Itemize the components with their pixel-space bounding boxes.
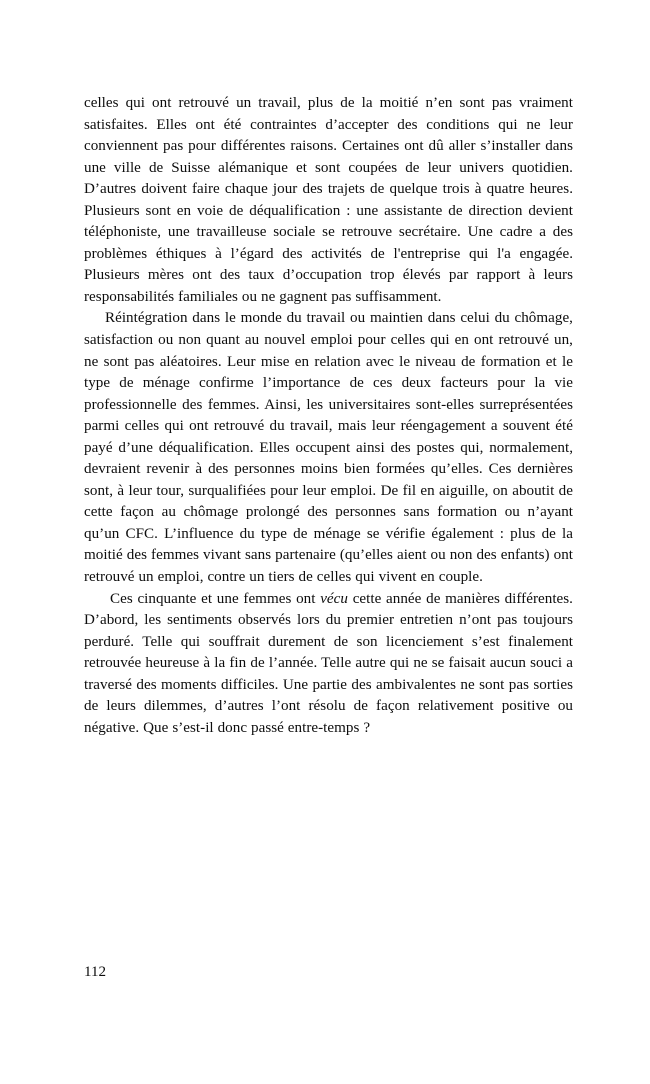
page-number: 112 — [84, 964, 107, 980]
paragraph-3-segment-tail: cette année de manières différentes. D’abord, les sentiments observés lors du premier entretien n’ont pas toujours perduré. Telle qui souffrait durement de son licenciement s’est finalement retrouvée heureuse à la fin de l’année. Telle autre qui ne se faisait aucun souci a traversé des moments difficiles. Une partie des ambivalentes ne sont pas sorties de leurs dilemmes, d’autres l’ont résolu de façon relativement positive ou négative. Que s’est-il donc passé entre-temps ? — [84, 590, 573, 736]
paragraph-3-segment-lead: Ces cinquante et une femmes ont — [110, 590, 321, 607]
paragraph-3 — [84, 589, 573, 740]
paragraph-2: Réintégration dans le monde du travail ou maintien dans celui du chômage, satisfaction ou non quant au nouvel emploi pour celles qui en ont retrouvé un, ne sont pas aléatoires. Leur mise en relation avec le niveau de formation et le type de ménage confirme l’importance de ces deux facteurs pour la vie professionnelle des femmes. Ainsi, les universitaires sont-elles surreprésentées parmi celles qui ont retrouvé du travail, mais leur réengagement a souvent été payé d’une déqualification. Elles occupent ainsi des postes qui, normalement, devraient revenir à des personnes moins bien formées qu’elles. Ces dernières sont, à leur tour, surqualifiées pour leur emploi. De fil en aiguille, on aboutit de cette façon au chômage prolongé des personnes sans formation ou n’ayant qu’un CFC. L’influence du type de ménage se vérifie également : plus de la moitié des femmes vivant sans partenaire (qu’elles aient ou non des enfants) ont retrouvé un emploi, contre un tiers de celles qui vivent en couple. — [84, 310, 573, 586]
page-text-body — [84, 93, 573, 739]
paragraph-3-emphasis: vécu — [320, 590, 348, 607]
paragraph-1: celles qui ont retrouvé un travail, plus de la moitié n’en sont pas vraiment satisfaites. Elles ont été contraintes d’accepter des conditions qui ne leur conviennent pas pour différentes raisons. Certaines ont dû aller s’installer dans une ville de Suisse alémanique et sont coupées de leur univers quotidien. D’autres doivent faire chaque jour des trajets de quelque trois à quatre heures. Plusieurs sont en voie de déqualification : une assistante de direction devient téléphoniste, une travailleuse sociale se retrouve secrétaire. Une cadre a des problèmes éthiques à l’égard des activités de l'entreprise qui l'a engagée. Plusieurs mères ont des taux d’occupation trop élevés par rapport à leurs responsabilités familiales ou ne gagnent pas suffisamment. — [84, 95, 573, 305]
